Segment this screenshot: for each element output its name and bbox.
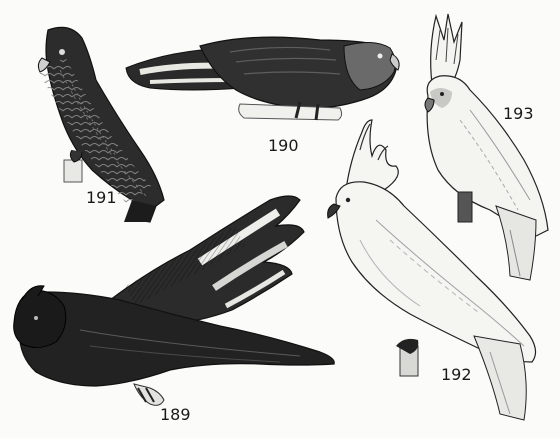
figure-label-191: 191 — [86, 188, 117, 207]
figure-label-193: 193 — [503, 104, 534, 123]
figure-label-192: 192 — [441, 365, 472, 384]
bird-190 — [126, 37, 399, 120]
bird-189 — [14, 196, 335, 405]
figure-label-190: 190 — [268, 136, 299, 155]
bird-193 — [425, 14, 548, 280]
figure-label-189: 189 — [160, 405, 191, 424]
